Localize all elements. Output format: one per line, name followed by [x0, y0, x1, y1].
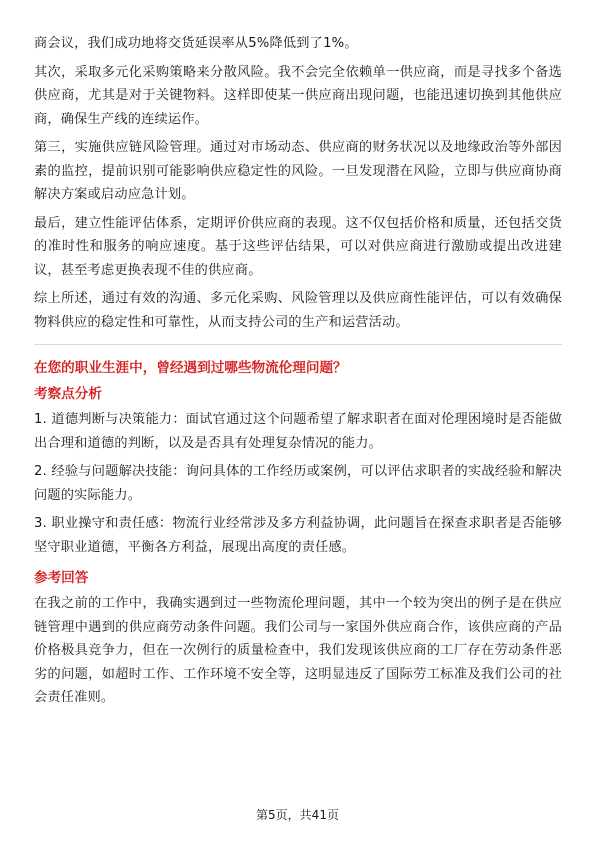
paragraph: 第三，实施供应链风险管理。通过对市场动态、供应商的财务状况以及地缘政治等外部因素的监控，提前识别可能影响供应稳定性的风险。一旦发现潜在风险，立即与供应商协商解决方案或启动应急计划。 [34, 140, 562, 202]
paragraph: 其次，采取多元化采购策略来分散风险。我不会完全依赖单一供应商，而是寻找多个备选供应商，尤其是对于关键物料。这样即使某一供应商出现问题，也能迅速切换到其他供应商，确保生产线的连续运作。 [34, 64, 562, 127]
analysis-item: 3. 职业操守和责任感：物流行业经常涉及多方利益协调，此问题旨在探查求职者是否能够坚守职业道德，平衡各方利益，展现出高度的责任感。 [34, 516, 562, 555]
analysis-item: 2. 经验与问题解决技能：询问具体的工作经历或案例，可以评估求职者的实战经验和解决问题的实际能力。 [34, 464, 562, 503]
reference-paragraph: 在我之前的工作中，我确实遇到过一些物流伦理问题，其中一个较为突出的例子是在供应链管理中遇到的供应商劳动条件问题。我们公司与一家国外供应商合作，该供应商的产品价格极具竞争力，但在一次例行的质量检查中，我们发现该供应商的工厂存在劳动条件恶劣的问题，如超时工作、工作环境不安全等，这明显违反了国际劳工标准及我们公司的社会责任准则。 [34, 596, 562, 705]
paragraph: 商会议，我们成功地将交货延误率从5%降低到了1%。 [34, 36, 358, 51]
page-number: 第5页，共41页 [256, 808, 339, 822]
question-heading: 在您的职业生涯中，曾经遇到过哪些物流伦理问题？ [34, 360, 347, 376]
paragraph: 综上所述，通过有效的沟通、多元化采购、风险管理以及供应商性能评估，可以有效确保物料供应的稳定性和可靠性，从而支持公司的生产和运营活动。 [34, 291, 562, 330]
section-divider [34, 344, 562, 345]
analysis-item: 1. 道德判断与决策能力：面试官通过这个问题希望了解求职者在面对伦理困境时是否能做出合理和道德的判断，以及是否具有处理复杂情况的能力。 [34, 412, 562, 451]
reference-heading: 参考回答 [34, 570, 89, 586]
paragraph: 最后，建立性能评估体系，定期评价供应商的表现。这不仅包括价格和质量，还包括交货的准时性和服务的响应速度。基于这些评估结果，可以对供应商进行激励或提出改进建议，甚至考虑更换表现不佳的供应商。 [34, 215, 562, 278]
analysis-heading: 考察点分析 [34, 386, 102, 402]
document-page [34, 32, 562, 715]
